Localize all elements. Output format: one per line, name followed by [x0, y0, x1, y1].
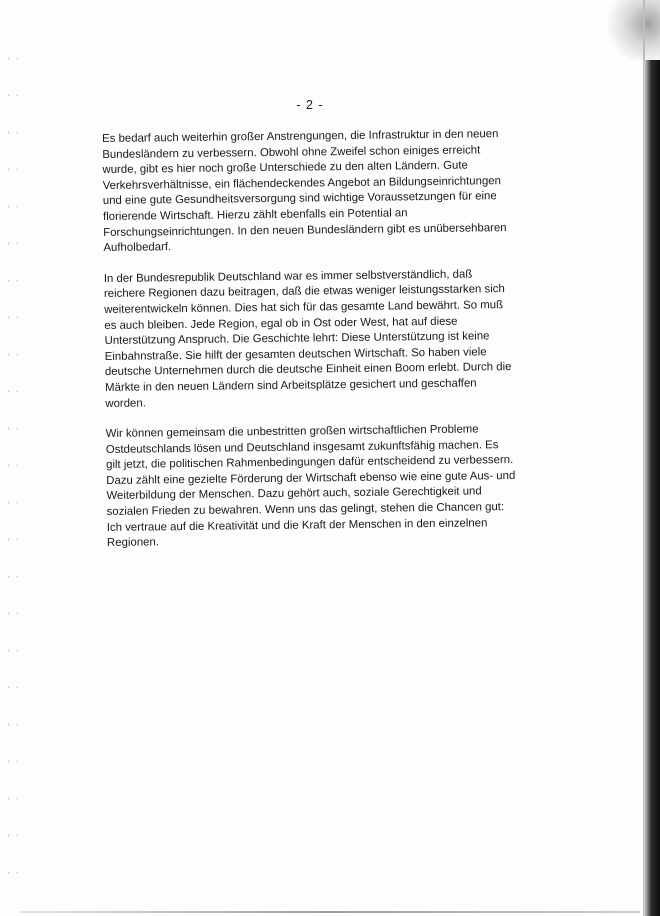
- text-line: und eine gute Gesundheitsversorgung sind wichtige Voraussetzungen für eine: [102, 190, 497, 208]
- text-line: Märkte in den neuen Ländern sind Arbeitsplätze gesichert und geschaffen: [105, 377, 477, 394]
- letter-body: [102, 127, 525, 567]
- paragraph-solidarity: [104, 267, 524, 412]
- text-line: Einbahnstraße. Sie hilft der gesamten deutschen Wirtschaft. So haben viele: [104, 346, 487, 363]
- text-line: Es bedarf auch weiterhin großer Anstrengungen, die Infrastruktur in den neuen: [102, 128, 499, 145]
- text-line: Wir können gemeinsam die unbestritten großen wirtschaftlichen Probleme: [105, 423, 479, 441]
- text-line: Weiterbildung der Menschen. Dazu gehört auch, soziale Gerechtigkeit und: [106, 485, 482, 503]
- text-line: Regionen.: [106, 536, 160, 550]
- page-number: - 2 -: [296, 98, 324, 112]
- text-line: sozialen Frieden zu bewahren. Wenn uns das gelingt, stehen die Chancen gut:: [106, 501, 505, 519]
- text-line: Dazu zählt eine gezielte Förderung der Wirtschaft ebenso wie eine gute Aus- und: [106, 469, 516, 487]
- text-line: reichere Regionen dazu beitragen, daß die etwas weniger leistungsstarken sich: [103, 283, 505, 301]
- scan-shadow-right-edge: [644, 60, 660, 916]
- scan-shadow-top-right: [600, 0, 660, 60]
- text-line: In der Bundesrepublik Deutschland war es immer selbstverständlich, daß: [103, 268, 473, 285]
- scan-bottom-edge: [20, 911, 640, 913]
- text-line: wurde, gibt es hier noch große Unterschiede zu den alten Ländern. Gute: [102, 159, 468, 177]
- paragraph-outlook: [106, 422, 525, 552]
- text-line: Ich vertraue auf die Kreativität und die Kraft der Menschen in den einzelnen: [106, 516, 488, 534]
- text-line: worden.: [105, 396, 146, 410]
- scan-noise-left-edge: [4, 40, 18, 900]
- text-line: deutsche Unternehmen durch die deutsche Einheit einen Boom erlebt. Durch die: [104, 361, 512, 379]
- text-line: es auch bleiben. Jede Region, egal ob in Ost oder West, hat auf diese: [104, 315, 458, 332]
- text-line: Aufholbedarf.: [103, 241, 172, 255]
- text-line: Forschungseinrichtungen. In den neuen Bundesländern gibt es unübersehbaren: [103, 221, 507, 239]
- text-line: gilt jetzt, die politischen Rahmenbedingungen dafür entscheidend zu verbessern.: [105, 454, 514, 472]
- paragraph-infrastructure: [102, 127, 521, 257]
- text-line: weiterentwickeln können. Dies hat sich für das gesamte Land bewährt. So muß: [104, 299, 504, 316]
- text-line: Unterstützung Anspruch. Die Geschichte lehrt: Diese Unterstützung ist keine: [104, 330, 490, 348]
- text-line: Bundesländern zu verbessern. Obwohl ohne Zweifel schon einiges erreicht: [102, 143, 481, 161]
- text-line: Verkehrsverhältnisse, ein flächendeckendes Angebot an Bildungseinrichtungen: [102, 174, 502, 192]
- text-line: Ostdeutschlands lösen und Deutschland insgesamt zukunftsfähig machen. Es: [105, 438, 499, 456]
- text-line: florierende Wirtschaft. Hierzu zählt ebenfalls ein Potential an: [102, 207, 408, 223]
